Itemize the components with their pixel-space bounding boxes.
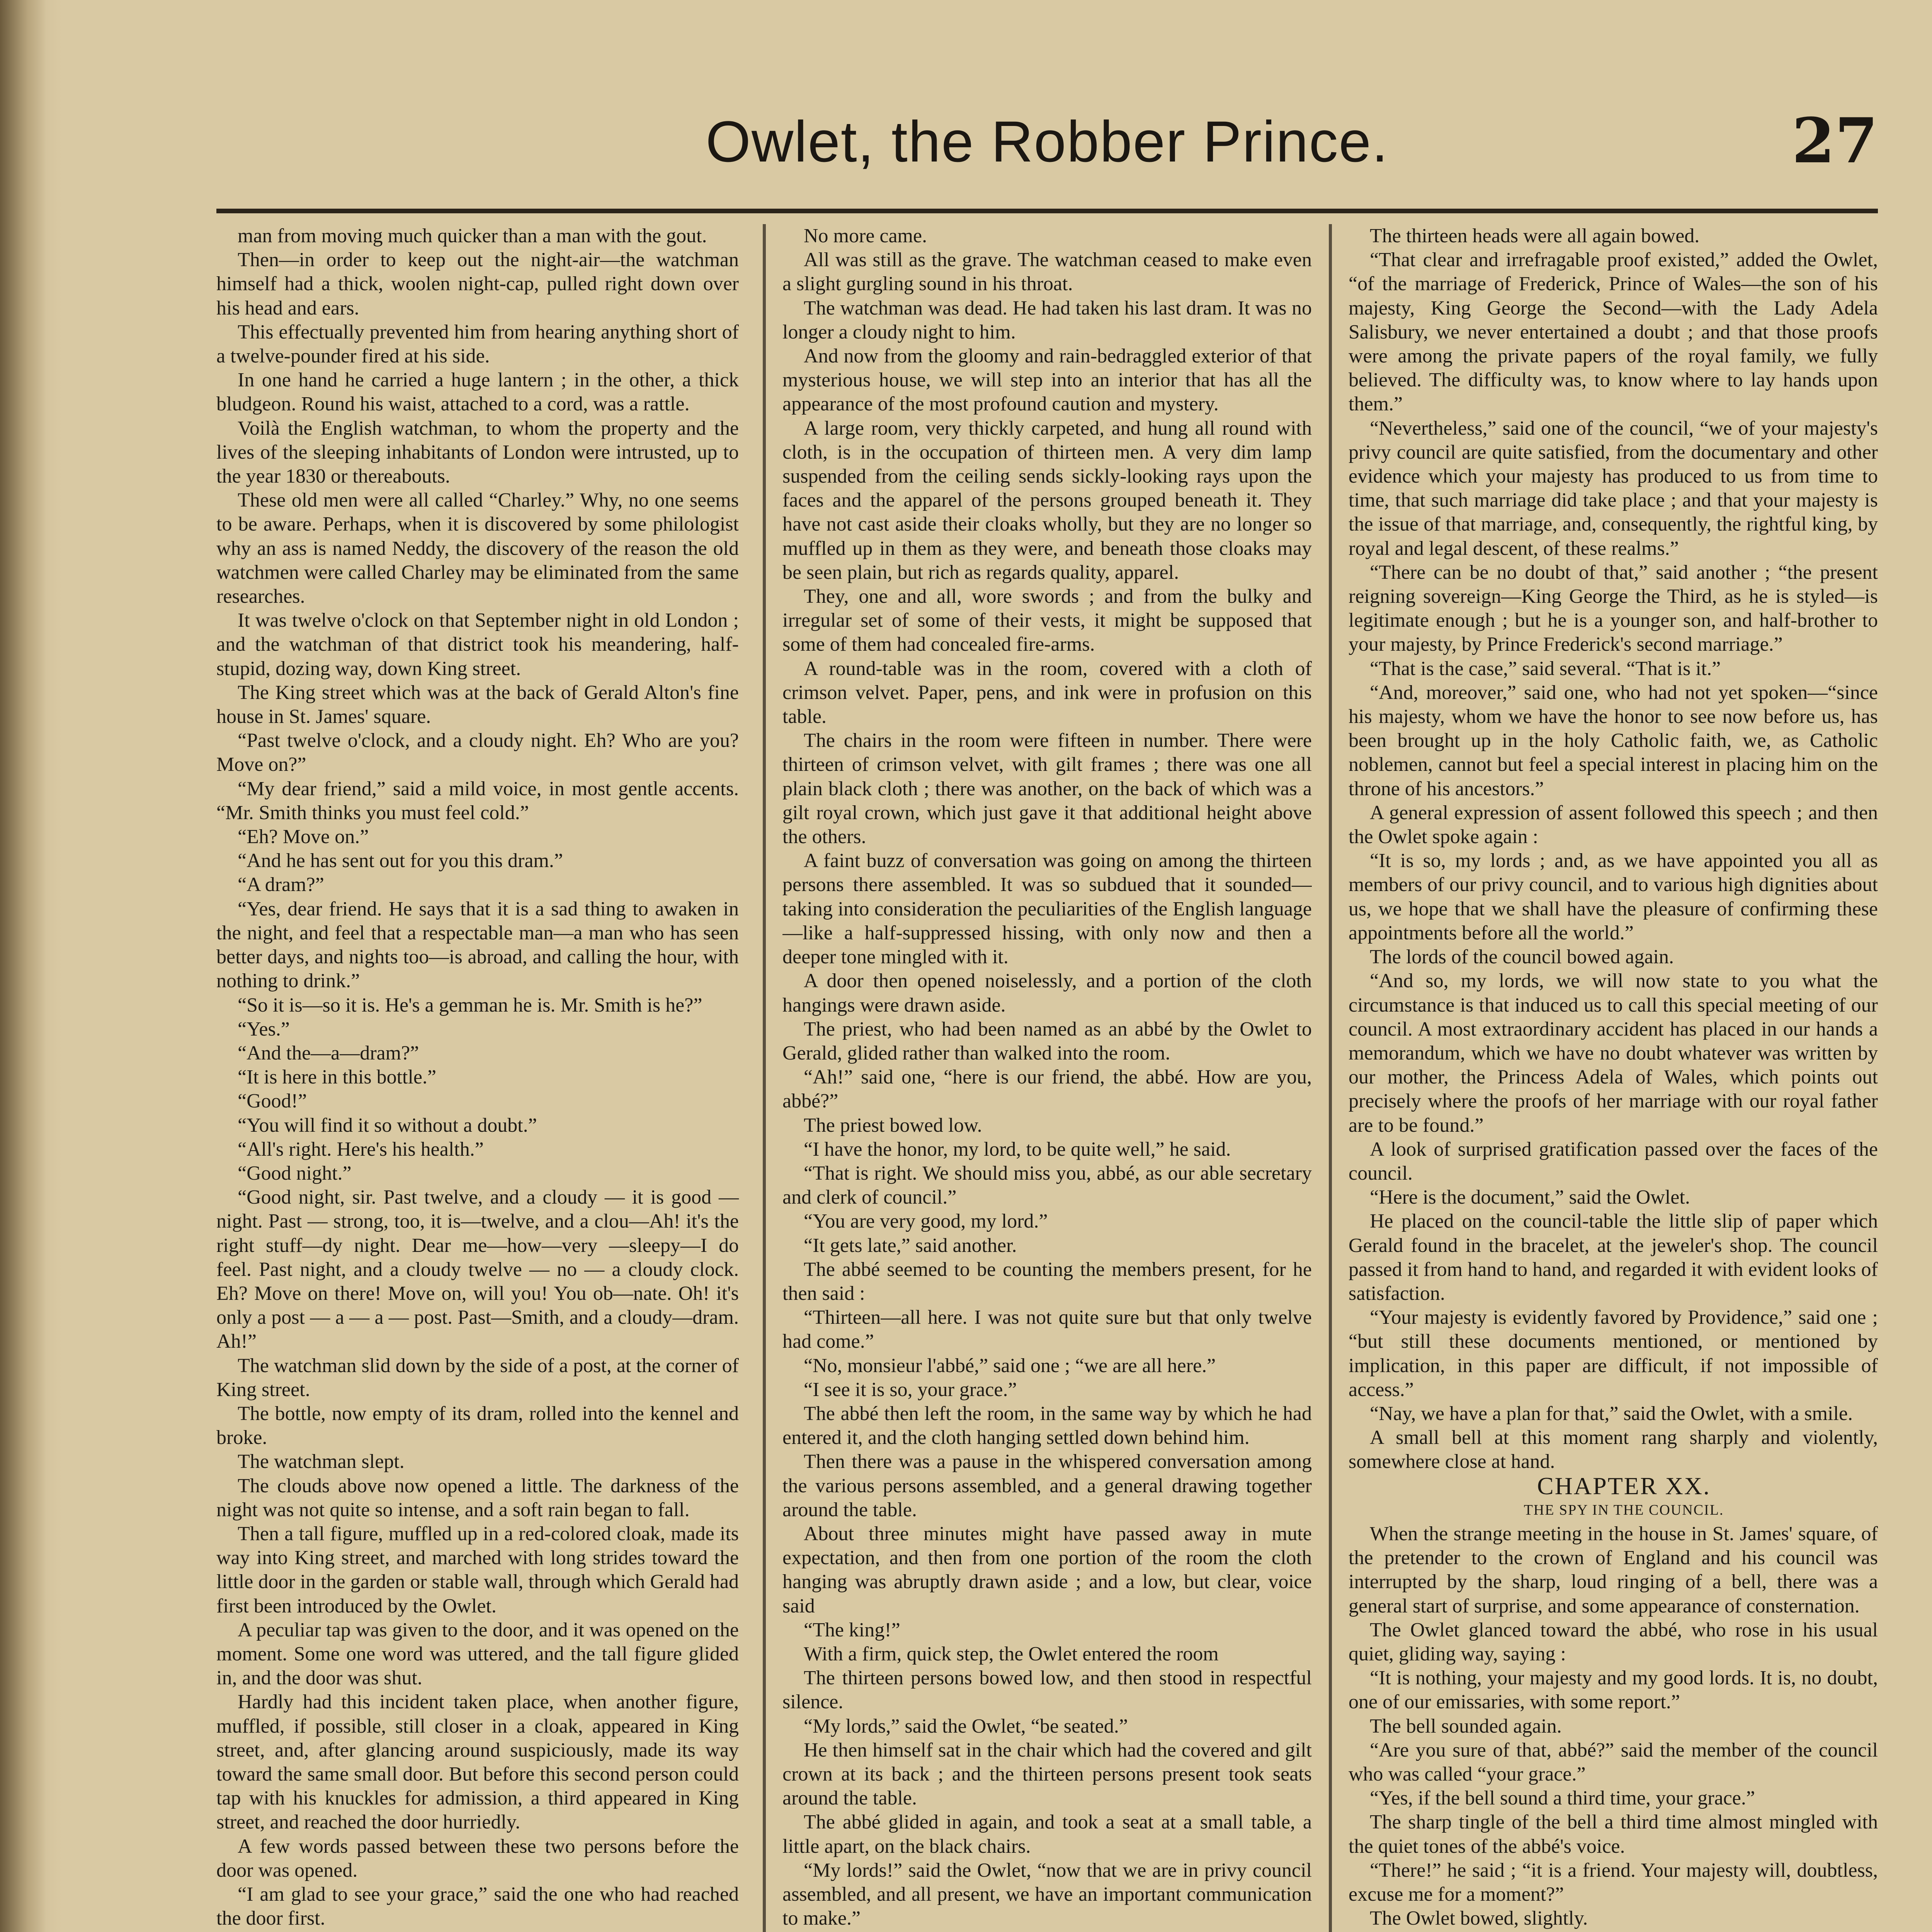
paragraph: “Good night.”	[238, 1162, 352, 1184]
paragraph: A large room, very thickly carpeted, and hung all round with cloth, is in the occupation of thirteen men. A very dim lamp suspended from the ceiling sends sickly-looking rays upon the faces and the apparel of the persons grouped beneath it. They have not cast aside their cloaks wholly, but they are no longer so muffled up in them as they were, and beneath those cloaks may be seen plain, but rich as regards quality, apparel.	[782, 417, 1312, 583]
paragraph: “That is the case,” said several. “That is it.”	[1370, 657, 1721, 680]
paragraph: And now from the gloomy and rain-bedraggled exterior of that mysterious house, we will step into an interior that has all the appearance of the most profound caution and mystery.	[782, 345, 1312, 415]
paragraph: The King street which was at the back of Gerald Alton's fine house in St. James' square.	[216, 681, 739, 728]
text-columns	[216, 224, 1878, 1932]
paragraph: “My dear friend,” said a mild voice, in most gentle accents. “Mr. Smith thinks you must feel cold.”	[216, 777, 739, 824]
paragraph: The thirteen persons bowed low, and then stood in respectful silence.	[782, 1667, 1312, 1713]
paragraph: “So it is—so it is. He's a gemman he is. Mr. Smith is he?”	[238, 994, 702, 1016]
column-divider	[763, 224, 766, 1932]
paragraph: About three minutes might have passed away in mute expectation, and then from one portion of the room the cloth hanging was abruptly drawn aside ; and a low, but clear, voice said	[782, 1522, 1312, 1617]
paragraph: “Good!”	[238, 1090, 307, 1112]
paragraph: “Good night, sir. Past twelve, and a cloudy — it is good — night. Past — strong, too, it is—twelve, and a clou—Ah! it's the right stuff—dy night. Dear me—how—very —sleepy—I do feel. Past night, and a cloudy twelve — no — a cloudy clock. Eh? Move on there! Move on, will you! You ob—nate. Oh! it's only a post — a — a — post. Past—Smith, and a cloudy—dram. Ah!”	[216, 1186, 739, 1353]
paragraph: “I have the honor, my lord, to be quite well,” he said.	[804, 1138, 1231, 1160]
chapter-heading: CHAPTER XX.	[1537, 1472, 1711, 1500]
paragraph: This effectually prevented him from hearing anything short of a twelve-pounder fired at his side.	[216, 321, 739, 367]
paragraph: “It is so, my lords ; and, as we have appointed you all as members of our privy council, and to various high dignities about us, we hope that we shall have the pleasure of confirming these appointments before all the world.”	[1349, 850, 1878, 944]
paragraph: “Yes, if the bell sound a third time, your grace.”	[1370, 1787, 1755, 1810]
paragraph: The Owlet glanced toward the abbé, who rose in his usual quiet, gliding way, saying :	[1349, 1619, 1878, 1665]
paragraph: “And the—a—dram?”	[238, 1042, 419, 1064]
paragraph: “There can be no doubt of that,” said another ; “the present reigning sovereign—King George the Third, as he is styled—is legitimate enough ; but he is a younger son, and half-brother to your majesty, by Prince Frederick's second marriage.”	[1349, 561, 1878, 656]
paragraph: “Nay, we have a plan for that,” said the Owlet, with a smile.	[1370, 1402, 1853, 1425]
column-middle	[782, 224, 1312, 1932]
paragraph: “Past twelve o'clock, and a cloudy night. Eh? Who are you? Move on?”	[216, 730, 739, 776]
paragraph: “My lords,” said the Owlet, “be seated.”	[804, 1715, 1128, 1737]
paragraph: Then—in order to keep out the night-air—the watchman himself had a thick, woolen night-cap, pulled right down over his head and ears.	[216, 249, 739, 319]
paragraph: The sharp tingle of the bell a third time almost mingled with the quiet tones of the abbé's voice.	[1349, 1811, 1878, 1857]
paragraph: “That is right. We should miss you, abbé, as our able secretary and clerk of council.”	[782, 1162, 1312, 1209]
paragraph: “You are very good, my lord.”	[804, 1210, 1048, 1233]
paragraph: A few words passed between these two persons before the door was opened.	[216, 1835, 739, 1881]
paragraph	[216, 1930, 739, 1932]
paragraph: The lords of the council bowed again.	[1370, 946, 1674, 968]
paragraph: The watchman was dead. He had taken his last dram. It was no longer a cloudy night to him.	[782, 297, 1312, 343]
paragraph: A small bell at this moment rang sharply and violently, somewhere close at hand.	[1349, 1427, 1878, 1473]
running-title: Owlet, the Robber Prince.	[706, 109, 1389, 174]
paragraph: The abbé then left the room, in the same way by which he had entered it, and the cloth hanging settled down behind him.	[782, 1402, 1312, 1449]
paragraph: Then a tall figure, muffled up in a red-colored cloak, made its way into King street, and marched with long strides toward the little door in the garden or stable wall, through which Gerald had first been introduced by the Owlet.	[216, 1522, 739, 1617]
column-divider	[1329, 224, 1332, 1932]
paragraph: Then there was a pause in the whispered conversation among the various persons assembled, and a general drawing together around the table.	[782, 1451, 1312, 1521]
paragraph: “It is nothing, your majesty and my good lords. It is, no doubt, one of our emissaries, with some report.”	[1349, 1667, 1878, 1713]
chapter-subtitle: THE SPY IN THE COUNCIL.	[1524, 1502, 1724, 1518]
paragraph: “And he has sent out for you this dram.”	[238, 850, 563, 872]
paragraph: A peculiar tap was given to the door, and it was opened on the moment. Some one word was uttered, and the tall figure glided in, and the door was shut.	[216, 1619, 739, 1689]
paragraph: “No, monsieur l'abbé,” said one ; “we are all here.”	[804, 1354, 1216, 1377]
paragraph: A look of surprised gratification passed over the faces of the council.	[1349, 1138, 1878, 1184]
paragraph: The abbé seemed to be counting the members present, for he then said :	[782, 1258, 1312, 1304]
paragraph: “Eh? Move on.”	[238, 826, 369, 848]
paragraph: He then himself sat in the chair which had the covered and gilt crown at its back ; and the thirteen persons present took seats around the table.	[782, 1739, 1312, 1810]
paragraph: “It is here in this bottle.”	[238, 1066, 437, 1088]
paragraph	[1349, 1930, 1878, 1932]
paragraph: The bottle, now empty of its dram, rolled into the kennel and broke.	[216, 1402, 739, 1449]
column-right	[1349, 224, 1878, 1932]
page-number: 27	[1792, 104, 1878, 177]
paragraph: “The king!”	[804, 1619, 900, 1641]
paragraph: Hardly had this incident taken place, when another figure, muffled, if possible, still closer in a cloak, appeared in King street, and, after glancing around suspiciously, made its way toward the same small door. But before this second person could tap with his knuckles for admission, a third appeared in King street, and reached the door hurriedly.	[216, 1691, 739, 1833]
paragraph: They, one and all, wore swords ; and from the bulky and irregular set of some of their vests, it might be supposed that some of them had concealed fire-arms.	[782, 585, 1312, 656]
paragraph: In one hand he carried a huge lantern ; in the other, a thick bludgeon. Round his waist, attached to a cord, was a rattle.	[216, 369, 739, 415]
paragraph: All was still as the grave. The watchman ceased to make even a slight gurgling sound in his throat.	[782, 249, 1312, 295]
paragraph: “All's right. Here's his health.”	[238, 1138, 484, 1160]
paragraph: “And so, my lords, we will now state to you what the circumstance is that induced us to call this special meeting of our council. A most extraordinary accident has placed in our hands a memorandum, which we have no doubt whatever was written by our mother, the Princess Adela of Wales, which points out precisely where the proofs of her marriage with our royal father are to be found.”	[1349, 970, 1878, 1136]
paragraph: A round-table was in the room, covered with a cloth of crimson velvet. Paper, pens, and ink were in profusion on this table.	[782, 657, 1312, 728]
paragraph: “I see it is so, your grace.”	[804, 1378, 1017, 1401]
paragraph: “It gets late,” said another.	[804, 1234, 1017, 1257]
paragraph: The priest, who had been named as an abbé by the Owlet to Gerald, glided rather than walked into the room.	[782, 1018, 1312, 1064]
paragraph: The Owlet bowed, slightly.	[1370, 1907, 1588, 1930]
paragraph: It was twelve o'clock on that September night in old London ; and the watchman of that district took his meandering, half-stupid, dozing way, down King street.	[216, 609, 739, 680]
paragraph: “You will find it so without a doubt.”	[238, 1114, 537, 1136]
paragraph: “I am glad to see your grace,” said the one who had reached the door first.	[216, 1883, 739, 1930]
paragraph: “That clear and irrefragable proof existed,” added the Owlet, “of the marriage of Frederick, Prince of Wales—the son of his majesty, King George the Second—with the Lady Adela Salisbury, we never entertained a doubt ; and that those proofs were among the private papers of the royal family, we fully believed. The difficulty was, to know where to lay hands upon them.”	[1349, 249, 1878, 415]
paragraph: The priest bowed low.	[804, 1114, 982, 1136]
paragraph: With a firm, quick step, the Owlet entered the room	[804, 1643, 1219, 1665]
column-left	[216, 224, 746, 1932]
paragraph	[782, 1930, 1312, 1932]
paragraph: Voilà the English watchman, to whom the property and the lives of the sleeping inhabitants of London were intrusted, up to the year 1830 or thereabouts.	[216, 417, 739, 488]
paragraph: “Ah!” said one, “here is our friend, the abbé. How are you, abbé?”	[782, 1066, 1312, 1112]
page-header	[216, 93, 1878, 205]
paragraph: “Nevertheless,” said one of the council, “we of your majesty's privy council are quite satisfied, from the documentary and other evidence which your majesty has produced to us from time to time, that such marriage did take place ; and that your majesty is the issue of that marriage, and, consequently, the rightful king, by royal and legal descent, of these realms.”	[1349, 417, 1878, 560]
paragraph: The watchman slid down by the side of a post, at the corner of King street.	[216, 1354, 739, 1401]
paragraph: The thirteen heads were all again bowed.	[1370, 225, 1700, 247]
column-right-after-chapter	[1349, 1522, 1878, 1932]
paragraph: “Your majesty is evidently favored by Providence,” said one ; “but still these documents mentioned, or mentioned by implication, in this paper are difficult, if not impossible of access.”	[1349, 1306, 1878, 1401]
paragraph: The watchman slept.	[238, 1451, 405, 1473]
paragraph: “And, moreover,” said one, who had not yet spoken—“since his majesty, whom we have the honor to see now before us, has been brought up in the holy Catholic faith, we, as Catholic noblemen, cannot but feel a special interest in placing him on the throne of his ancestors.”	[1349, 681, 1878, 800]
header-rule	[216, 209, 1878, 213]
paragraph: “Here is the document,” said the Owlet.	[1370, 1186, 1690, 1209]
paragraph: “Yes, dear friend. He says that it is a sad thing to awaken in the night, and feel that a respectable man—a man who has seen better days, and nights too—is abroad, and calling the hour, with nothing to drink.”	[216, 898, 739, 992]
paragraph: A door then opened noiselessly, and a portion of the cloth hangings were drawn aside.	[782, 970, 1312, 1016]
paragraph: The clouds above now opened a little. The darkness of the night was not quite so intense, and a soft rain began to fall.	[216, 1475, 739, 1521]
paragraph: “My lords!” said the Owlet, “now that we are in privy council assembled, and all present, we have an important communication to make.”	[782, 1859, 1312, 1930]
paragraph: He placed on the council-table the little slip of paper which Gerald found in the bracelet, at the jeweler's shop. The council passed it from hand to hand, and regarded it with evident looks of satisfaction.	[1349, 1210, 1878, 1304]
paragraph: “Thirteen—all here. I was not quite sure but that only twelve had come.”	[782, 1306, 1312, 1353]
column-right-before-chapter	[1349, 224, 1878, 1474]
paragraph: “A dram?”	[238, 874, 324, 896]
paragraph: “There!” he said ; “it is a friend. Your majesty will, doubtless, excuse me for a moment?”	[1349, 1859, 1878, 1906]
paragraph: These old men were all called “Charley.” Why, no one seems to be aware. Perhaps, when it is discovered by some philologist why an ass is named Neddy, the discovery of the reason the old watchmen were called Charley may be eliminated from the same researches.	[216, 489, 739, 608]
paragraph: A faint buzz of conversation was going on among the thirteen persons there assembled. It was so subdued that it sounded—taking into consideration the peculiarities of the English language—like a half-suppressed hissing, with only now and then a deeper tone mingled with it.	[782, 850, 1312, 968]
paragraph: man from moving much quicker than a man with the gout.	[238, 225, 707, 247]
paragraph: No more came.	[804, 225, 927, 247]
paragraph: The bell sounded again.	[1370, 1715, 1562, 1737]
paragraph: When the strange meeting in the house in St. James' square, of the pretender to the crown of England and his council was interrupted by the sharp, loud ringing of a bell, there was a general start of surprise, and some appearance of consternation.	[1349, 1522, 1878, 1617]
paragraph: The abbé glided in again, and took a seat at a small table, a little apart, on the black chairs.	[782, 1811, 1312, 1857]
paragraph: The chairs in the room were fifteen in number. There were thirteen of crimson velvet, with gilt frames ; there was one all plain black cloth ; there was another, on the back of which was a gilt royal crown, which just gave it that additional height above the others.	[782, 730, 1312, 848]
page-fold-shadow	[0, 0, 46, 1932]
paragraph: “Are you sure of that, abbé?” said the member of the council who was called “your grace.”	[1349, 1739, 1878, 1785]
paragraph: “Yes.”	[238, 1018, 290, 1040]
paragraph: A general expression of assent followed this speech ; and then the Owlet spoke again :	[1349, 801, 1878, 848]
